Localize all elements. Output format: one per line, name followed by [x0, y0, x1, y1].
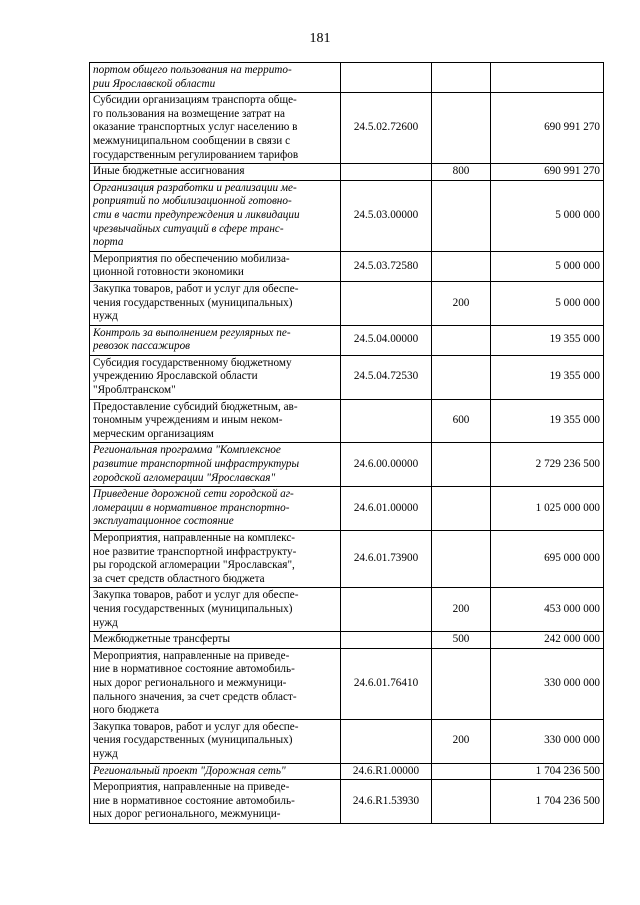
expense-type-cell	[432, 763, 491, 780]
expense-type-cell	[432, 180, 491, 251]
target-code-cell	[341, 719, 432, 763]
expense-type-cell	[432, 780, 491, 824]
item-name-cell: Субсидии организациям транспорта обще- го пользования на возмещение затрат на оказание транспортных услуг населению в межмуниципальном сообщении в связи с государственным регулированием тарифов	[90, 93, 341, 164]
expense-type-cell: 500	[432, 632, 491, 649]
expense-type-cell: 200	[432, 281, 491, 325]
expense-type-cell: 200	[432, 588, 491, 632]
amount-cell: 695 000 000	[491, 531, 604, 588]
item-name-cell: Организация разработки и реализации ме- роприятий по мобилизационной готовно- сти в части предупреждения и ликвидации чрезвычайных ситуаций в сфере транс- порта	[90, 180, 341, 251]
item-name-cell: Мероприятия, направленные на приведе- ние в нормативное состояние автомобиль- ных дорог регионального, межмуници-	[90, 780, 341, 824]
amount-cell	[491, 63, 604, 93]
target-code-cell: 24.6.R1.00000	[341, 763, 432, 780]
expense-type-cell	[432, 531, 491, 588]
table-row	[90, 763, 604, 780]
table-row	[90, 531, 604, 588]
target-code-cell: 24.6.00.00000	[341, 443, 432, 487]
expense-type-cell	[432, 251, 491, 281]
target-code-cell: 24.5.03.72580	[341, 251, 432, 281]
amount-cell: 330 000 000	[491, 648, 604, 719]
table-row	[90, 325, 604, 355]
target-code-cell: 24.5.02.72600	[341, 93, 432, 164]
amount-cell: 242 000 000	[491, 632, 604, 649]
target-code-cell: 24.6.01.76410	[341, 648, 432, 719]
table-row	[90, 588, 604, 632]
budget-table-body	[90, 63, 604, 824]
expense-type-cell: 600	[432, 399, 491, 443]
target-code-cell: 24.5.04.00000	[341, 325, 432, 355]
table-row	[90, 487, 604, 531]
target-code-cell	[341, 281, 432, 325]
amount-cell: 5 000 000	[491, 180, 604, 251]
table-row	[90, 648, 604, 719]
table-row	[90, 63, 604, 93]
expense-type-cell	[432, 487, 491, 531]
expense-type-cell	[432, 325, 491, 355]
table-row	[90, 164, 604, 181]
item-name-cell: Региональная программа "Комплексное развитие транспортной инфраструктуры городской агломерации "Ярославская"	[90, 443, 341, 487]
item-name-cell: Приведение дорожной сети городской аг- ломерации в нормативное транспортно- эксплуатационное состояние	[90, 487, 341, 531]
expense-type-cell	[432, 648, 491, 719]
target-code-cell: 24.6.R1.53930	[341, 780, 432, 824]
amount-cell: 1 704 236 500	[491, 763, 604, 780]
item-name-cell: Закупка товаров, работ и услуг для обеспе- чения государственных (муниципальных) нужд	[90, 588, 341, 632]
item-name-cell: Мероприятия, направленные на приведе- ние в нормативное состояние автомобиль- ных дорог регионального и межмуници- пального значения, за счет средств област- ного бюджета	[90, 648, 341, 719]
table-row	[90, 443, 604, 487]
item-name-cell: Межбюджетные трансферты	[90, 632, 341, 649]
target-code-cell: 24.5.04.72530	[341, 355, 432, 399]
target-code-cell	[341, 632, 432, 649]
table-row	[90, 281, 604, 325]
amount-cell: 19 355 000	[491, 399, 604, 443]
target-code-cell	[341, 164, 432, 181]
amount-cell: 1 025 000 000	[491, 487, 604, 531]
table-row	[90, 780, 604, 824]
amount-cell: 5 000 000	[491, 251, 604, 281]
item-name-cell: Закупка товаров, работ и услуг для обеспе- чения государственных (муниципальных) нужд	[90, 281, 341, 325]
item-name-cell: Контроль за выполнением регулярных пе- ревозок пассажиров	[90, 325, 341, 355]
table-row	[90, 719, 604, 763]
item-name-cell: Иные бюджетные ассигнования	[90, 164, 341, 181]
amount-cell: 330 000 000	[491, 719, 604, 763]
amount-cell: 690 991 270	[491, 93, 604, 164]
item-name-cell: Мероприятия по обеспечению мобилиза- ционной готовности экономики	[90, 251, 341, 281]
amount-cell: 1 704 236 500	[491, 780, 604, 824]
amount-cell: 5 000 000	[491, 281, 604, 325]
target-code-cell: 24.6.01.73900	[341, 531, 432, 588]
table-row	[90, 399, 604, 443]
amount-cell: 19 355 000	[491, 325, 604, 355]
item-name-cell: Предоставление субсидий бюджетным, ав- тономным учреждениям и иным неком- мерческим организациям	[90, 399, 341, 443]
table-row	[90, 93, 604, 164]
target-code-cell: 24.5.03.00000	[341, 180, 432, 251]
expense-type-cell	[432, 93, 491, 164]
expense-type-cell: 800	[432, 164, 491, 181]
table-row	[90, 355, 604, 399]
page-number: 181	[309, 31, 331, 46]
table-row	[90, 180, 604, 251]
item-name-cell: Субсидия государственному бюджетному учреждению Ярославской области "Яроблтранском"	[90, 355, 341, 399]
table-row	[90, 251, 604, 281]
item-name-cell: Закупка товаров, работ и услуг для обеспе- чения государственных (муниципальных) нужд	[90, 719, 341, 763]
expense-type-cell	[432, 355, 491, 399]
target-code-cell: 24.6.01.00000	[341, 487, 432, 531]
expense-type-cell	[432, 63, 491, 93]
target-code-cell	[341, 63, 432, 93]
item-name-cell: Региональный проект "Дорожная сеть"	[90, 763, 341, 780]
item-name-cell: портом общего пользования на террито- рии Ярославской области	[90, 63, 341, 93]
amount-cell: 19 355 000	[491, 355, 604, 399]
target-code-cell	[341, 399, 432, 443]
target-code-cell	[341, 588, 432, 632]
budget-table	[89, 62, 604, 824]
expense-type-cell	[432, 443, 491, 487]
amount-cell: 690 991 270	[491, 164, 604, 181]
table-row	[90, 632, 604, 649]
amount-cell: 453 000 000	[491, 588, 604, 632]
expense-type-cell: 200	[432, 719, 491, 763]
amount-cell: 2 729 236 500	[491, 443, 604, 487]
item-name-cell: Мероприятия, направленные на комплекс- ное развитие транспортной инфраструкту- ры городской агломерации "Ярославская", за счет средств областного бюджета	[90, 531, 341, 588]
